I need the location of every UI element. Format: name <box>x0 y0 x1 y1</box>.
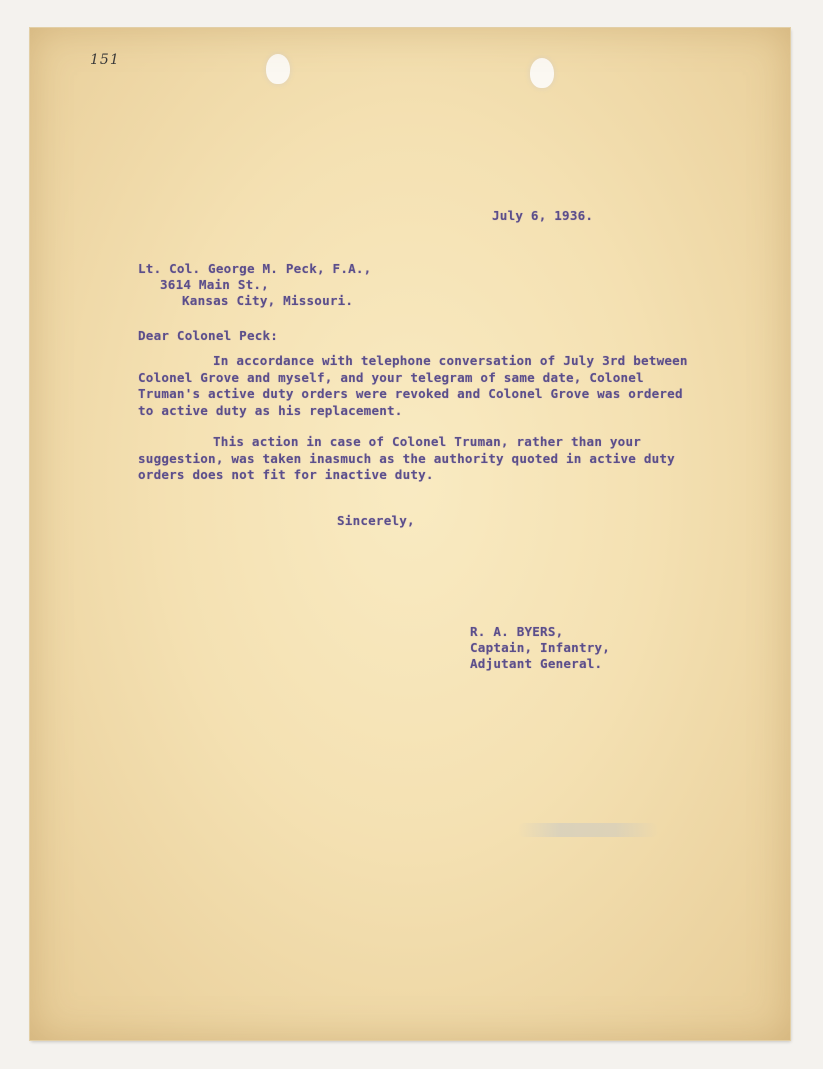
punch-hole-right <box>530 58 554 88</box>
signature-name: R. A. BYERS, <box>470 624 564 639</box>
paragraph-1-line-4: to active duty as his replacement. <box>138 402 403 418</box>
closing: Sincerely, <box>337 513 415 528</box>
body-paragraph-2 <box>138 434 738 484</box>
recipient-city: Kansas City, Missouri. <box>182 293 354 308</box>
paragraph-2-line-3: orders does not fit for inactive duty. <box>138 467 434 482</box>
faint-blue-mark <box>518 823 658 837</box>
paragraph-1-line-3: Truman's active duty orders were revoked and Colonel Grove was ordered <box>138 386 683 401</box>
paragraph-2-line-2: suggestion, was taken inasmuch as the authority quoted in active duty <box>138 450 675 466</box>
paragraph-1-line-2: Colonel Grove and myself, and your telegram of same date, Colonel <box>138 369 644 385</box>
handwritten-page-number: 151 <box>90 52 120 68</box>
signature-title: Adjutant General. <box>470 656 603 671</box>
body-paragraph-1 <box>138 353 738 419</box>
recipient-name: Lt. Col. George M. Peck, F.A., <box>138 261 372 276</box>
letter-date: July 6, 1936. <box>492 208 594 223</box>
paragraph-1-line-1: In accordance with telephone conversation of July 3rd between <box>213 353 688 368</box>
signature-rank: Captain, Infantry, <box>470 640 611 655</box>
paragraph-2-line-1: This action in case of Colonel Truman, rather than your <box>213 434 642 449</box>
punch-hole-left <box>266 54 290 84</box>
recipient-street: 3614 Main St., <box>160 277 269 292</box>
letter-page <box>30 28 790 1040</box>
salutation: Dear Colonel Peck: <box>138 328 279 343</box>
